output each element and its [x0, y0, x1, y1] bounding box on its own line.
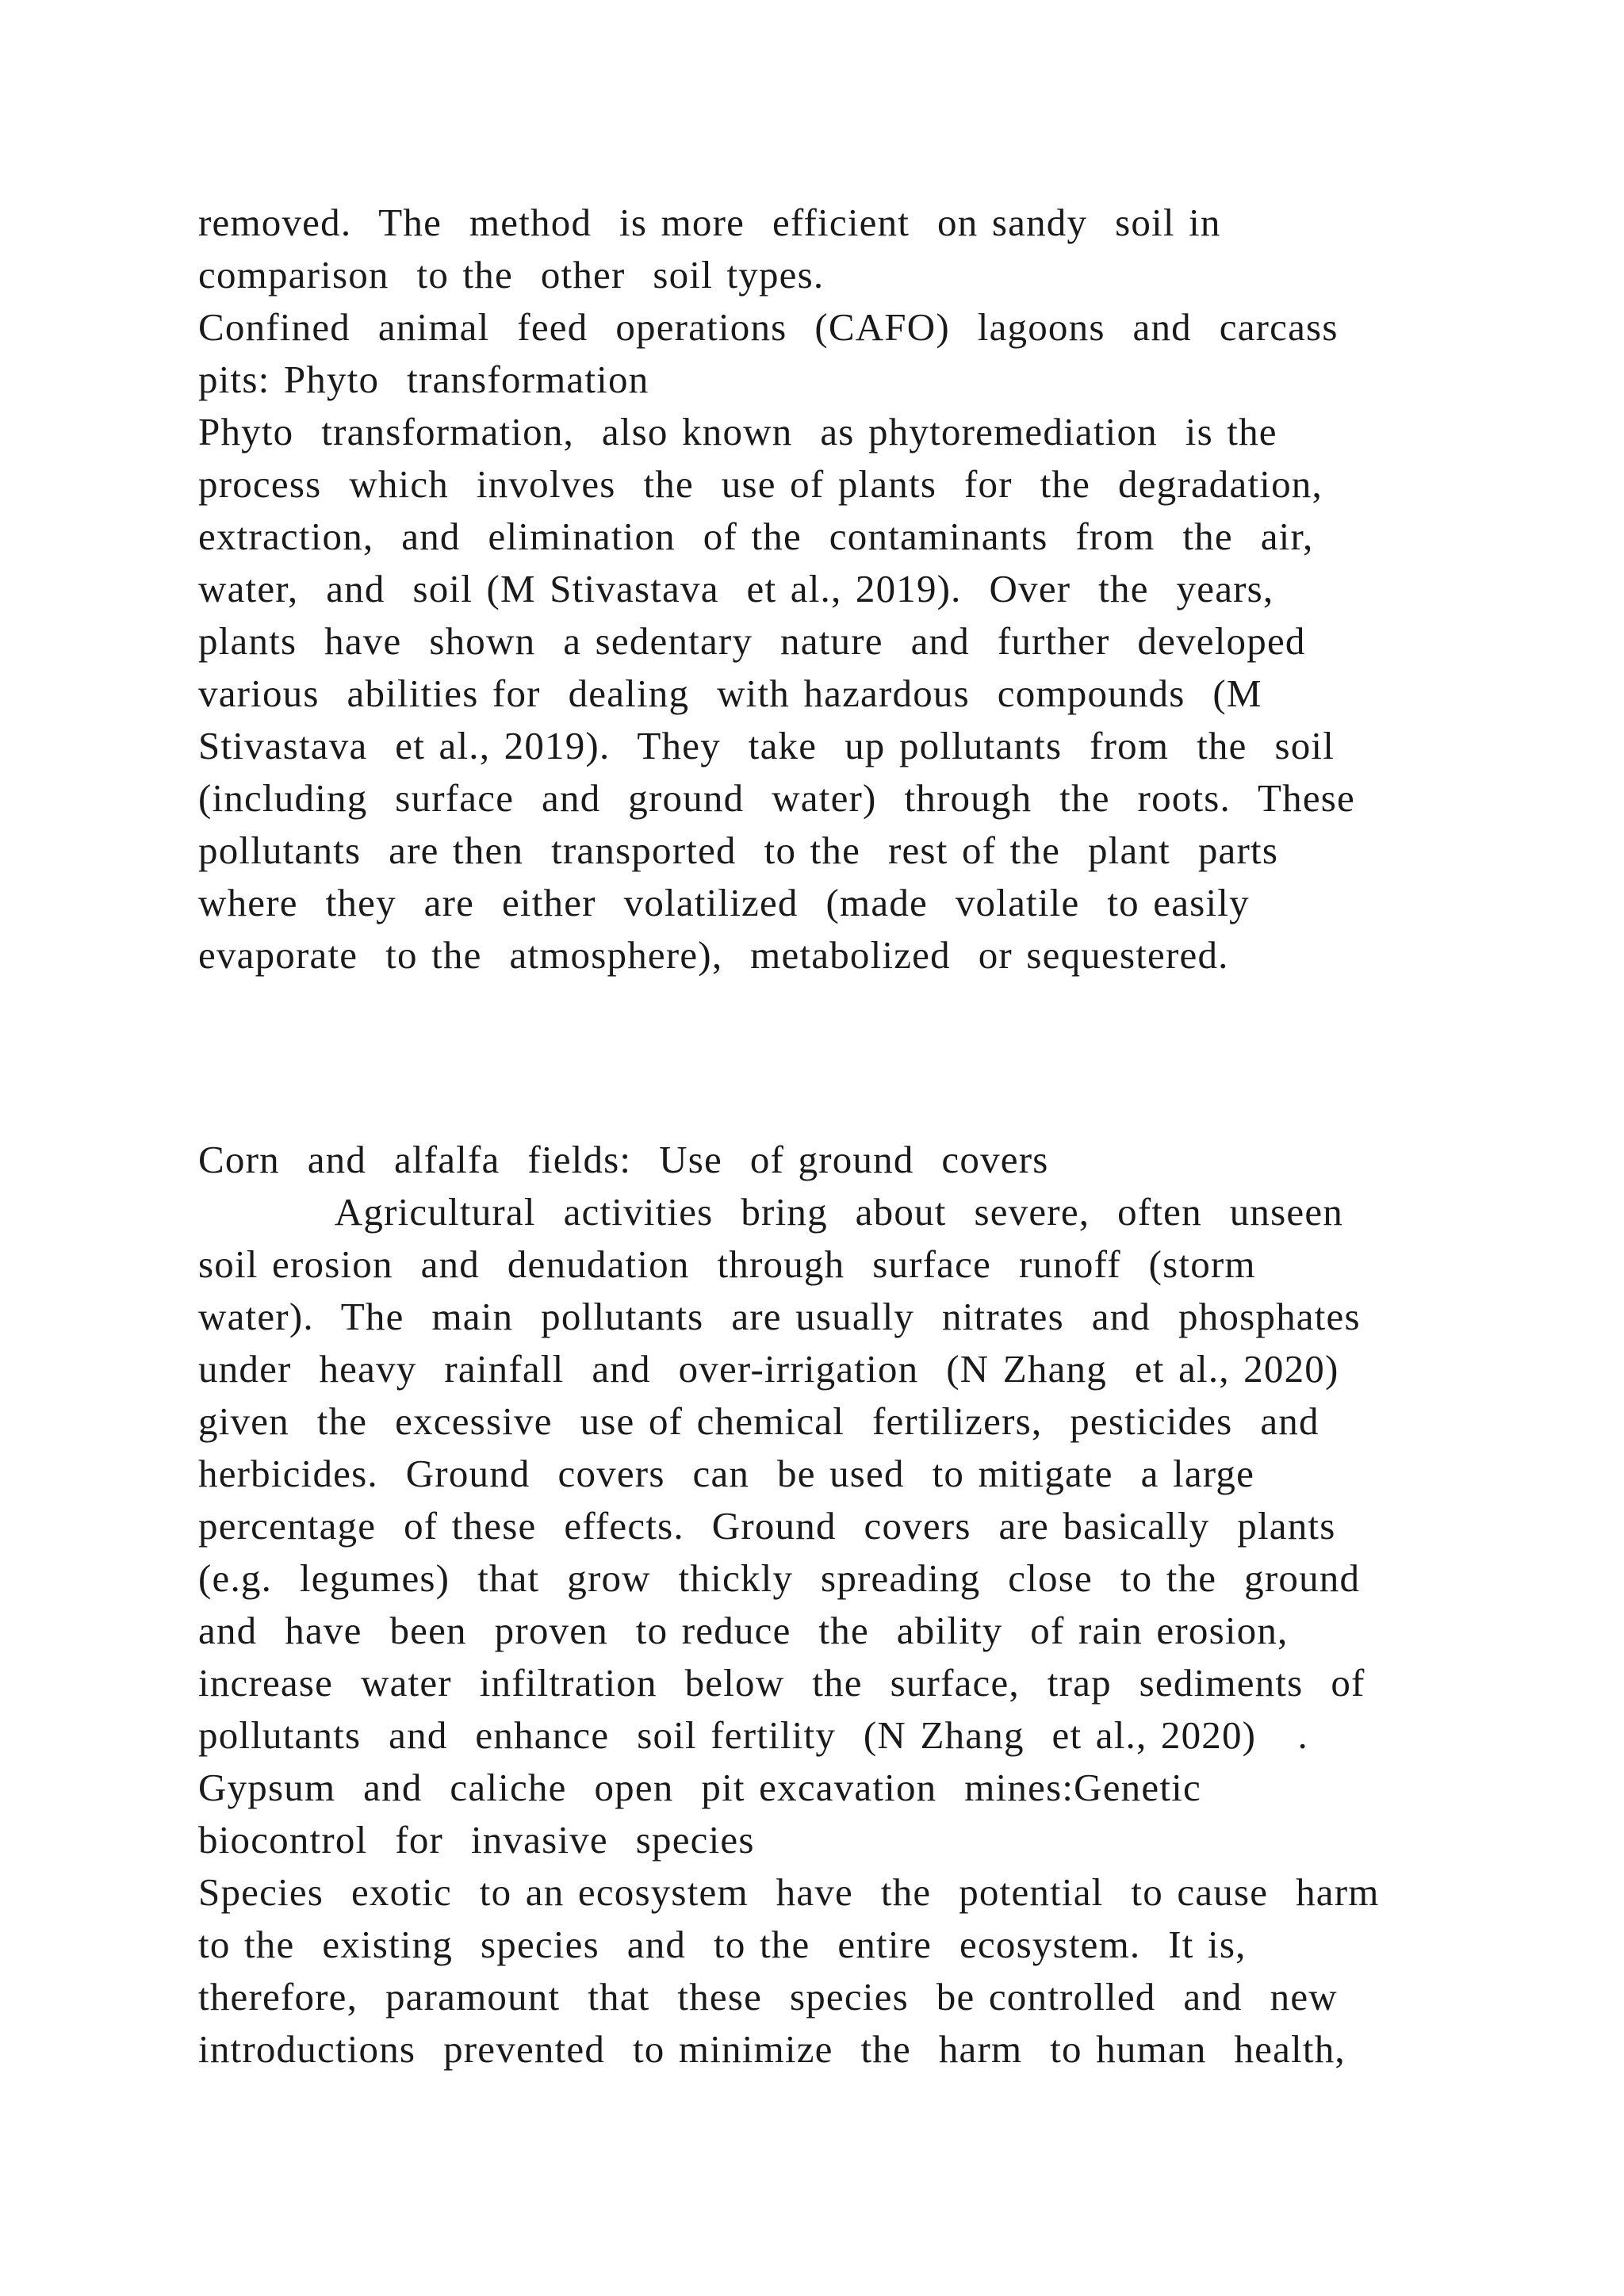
text-line: Stivastava et al., 2019). They take up pollutants from the soil	[198, 724, 1335, 767]
section-heading-line: pits: Phyto transformation	[198, 358, 649, 401]
text-line: water, and soil (M Stivastava et al., 2019). Over the years,	[198, 567, 1274, 610]
text-line: pollutants and enhance soil fertility (N Zhang et al., 2020) .	[198, 1713, 1308, 1757]
text-line: soil erosion and denudation through surface runoff (storm	[198, 1242, 1256, 1286]
text-line: and have been proven to reduce the ability of rain erosion,	[198, 1609, 1289, 1652]
text-line: given the excessive use of chemical fertilizers, pesticides and	[198, 1399, 1320, 1443]
text-line: removed. The method is more efficient on sandy soil in	[198, 201, 1221, 244]
text-line: various abilities for dealing with hazardous compounds (M	[198, 672, 1262, 715]
text-line: comparison to the other soil types.	[198, 253, 825, 297]
text-line: to the existing species and to the entire ecosystem. It is,	[198, 1923, 1247, 1966]
text-line: extraction, and elimination of the contaminants from the air,	[198, 515, 1314, 558]
text-line: percentage of these effects. Ground covers are basically plants	[198, 1504, 1336, 1548]
text-line: process which involves the use of plants for the degradation,	[198, 462, 1323, 506]
text-line: pollutants are then transported to the rest of the plant parts	[198, 828, 1279, 872]
text-line: under heavy rainfall and over-irrigation (N Zhang et al., 2020)	[198, 1347, 1339, 1391]
section-heading-line: Corn and alfalfa fields: Use of ground covers	[198, 1138, 1049, 1181]
text-block-phyto-transformation	[198, 197, 1435, 982]
text-block-ground-covers	[198, 1134, 1435, 2076]
text-line: therefore, paramount that these species be controlled and new	[198, 1975, 1338, 2019]
text-line: plants have shown a sedentary nature and further developed	[198, 619, 1306, 663]
text-line: introductions prevented to minimize the harm to human health,	[198, 2027, 1346, 2071]
section-heading-line: biocontrol for invasive species	[198, 1818, 755, 1862]
text-line: Phyto transformation, also known as phytoremediation is the	[198, 410, 1277, 453]
text-line: Species exotic to an ecosystem have the potential to cause harm	[198, 1870, 1380, 1914]
text-line: (e.g. legumes) that grow thickly spreading close to the ground	[198, 1556, 1361, 1600]
text-line: where they are either volatilized (made volatile to easily	[198, 881, 1250, 924]
section-heading-line: Confined animal feed operations (CAFO) lagoons and carcass	[198, 305, 1339, 349]
section-heading-line: Gypsum and caliche open pit excavation mines:Genetic	[198, 1766, 1201, 1809]
text-line: water). The main pollutants are usually nitrates and phosphates	[198, 1295, 1361, 1338]
text-line: increase water infiltration below the surface, trap sediments of	[198, 1661, 1365, 1705]
text-line: evaporate to the atmosphere), metabolized or sequestered.	[198, 933, 1229, 977]
text-line: (including surface and ground water) through the roots. These	[198, 776, 1356, 820]
text-line: herbicides. Ground covers can be used to mitigate a large	[198, 1452, 1255, 1495]
text-line: Agricultural activities bring about severe, often unseen	[198, 1190, 1343, 1234]
